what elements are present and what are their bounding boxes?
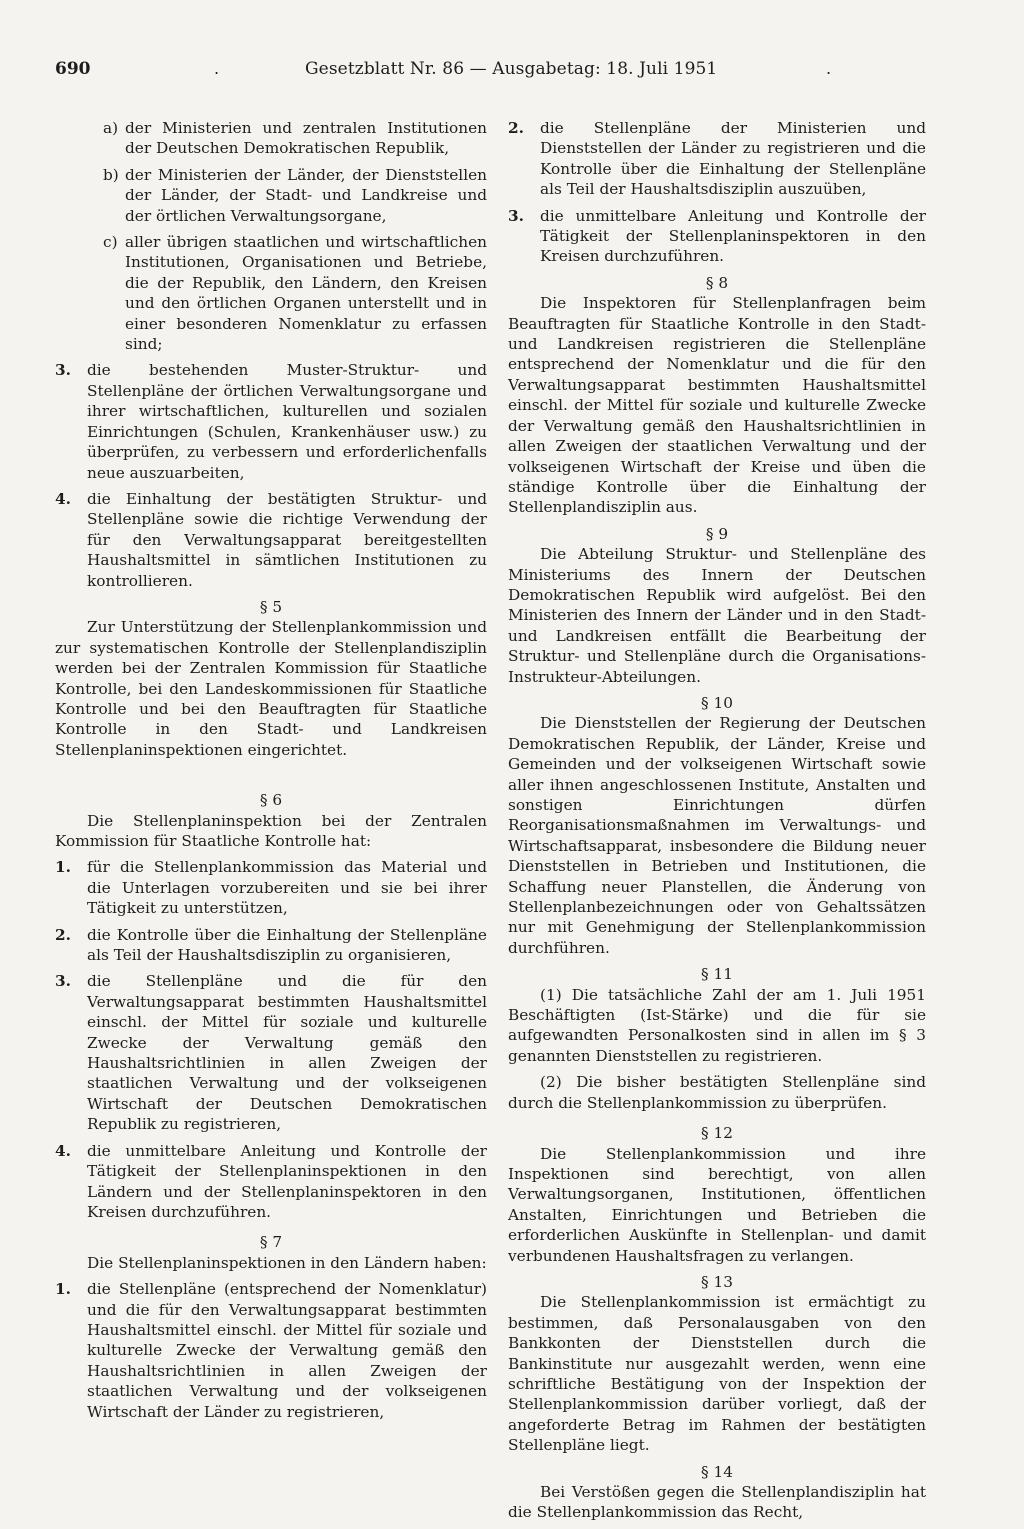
item-marker: 2.: [55, 925, 71, 944]
section-heading: § 11: [701, 965, 733, 984]
section-heading: § 14: [701, 1462, 733, 1481]
list-item: [55, 1279, 487, 1422]
section-heading: § 10: [701, 693, 733, 712]
item-marker: c): [103, 233, 118, 252]
item-marker: 1.: [55, 1280, 71, 1299]
item-text: die unmittelbare Anleitung und Kontrolle der Tätigkeit der Stellenplaninspektoren in den Kreisen durchzuführen.: [540, 206, 926, 266]
list-item: [508, 118, 926, 200]
list-item: [55, 232, 487, 354]
item-marker: 2.: [508, 119, 524, 137]
section-paragraph: (2) Die bisher bestätigten Stellenpläne sind durch die Stellenplankommission zu überprüfen.: [508, 1073, 926, 1112]
right-column: [508, 118, 926, 1529]
page-header: [0, 59, 1024, 85]
item-text: aller übrigen staatlichen und wirtschaftlichen Institutionen, Organisationen und Betriebe, die der Republik, den Ländern, den Kreisen und den örtlichen Organen unterstellt und in einer besonderen Nomenklatur zu erfassen sind;: [125, 233, 487, 354]
item-text: die Stellenpläne der Ministerien und Dienststellen der Länder zu registrieren und die Kontrolle über die Einhaltung der Stellenpläne als Teil der Haushaltsdisziplin auszuüben,: [540, 119, 926, 199]
list-item: [55, 118, 487, 159]
list-item: [55, 489, 487, 591]
list-item: [55, 971, 487, 1134]
item-text: der Ministerien der Länder, der Dienststellen der Länder, der Stadt- und Landkreise und der örtlichen Verwaltungsorgane,: [125, 165, 487, 225]
section-heading: § 9: [705, 524, 729, 543]
section-heading: § 13: [701, 1272, 733, 1291]
item-text: für die Stellenplankommission das Material und die Unterlagen vorzubereiten und sie bei ihrer Tätigkeit zu unterstützen,: [87, 858, 487, 918]
item-text: die Stellenpläne und die für den Verwaltungsapparat bestimmten Haushaltsmittel einschl. der Mittel für soziale und kulturelle Zwecke der Verwaltung gemäß den Haushaltsrichtlinien in allen Zweigen der staatlichen Verwaltung und der volkseigenen Wirtschaft der Deutschen Demokratischen Republik zu registrieren,: [87, 972, 487, 1134]
section-heading: § 12: [701, 1124, 733, 1143]
section-paragraph: (1) Die tatsächliche Zahl der am 1. Juli 1951 Beschäftigten (Ist-Stärke) und die für sie aufgewandten Personalkosten sind in allen im § 3 genannten Dienststellen zu registrieren.: [508, 985, 926, 1065]
list-item: [55, 1141, 487, 1223]
item-marker: 1.: [55, 858, 71, 877]
section-paragraph: Die Abteilung Struktur- und Stellenpläne des Ministeriums des Innern der Deutschen Demokratischen Republik wird aufgelöst. Bei den Ministerien des Innern der Länder und in den Stadt- und Landkreisen entfällt die Bearbeitung der Struktur- und Stellenpläne durch die Organisations-Instrukteur-Abteilungen.: [508, 545, 926, 686]
list-item: [508, 206, 926, 267]
item-marker: 4.: [55, 489, 71, 508]
left-column: [55, 118, 487, 1428]
item-marker: 3.: [508, 206, 524, 225]
item-text: die Stellenpläne (entsprechend der Nomenklatur) und die für den Verwaltungsapparat bestimmten Haushaltsmittel einschl. der Mittel für soziale und kulturelle Zwecke der Verwaltung gemäß den Haushaltsrichtlinien in allen Zweigen der staatlichen Verwaltung und der volkseigenen Wirtschaft der Länder zu registrieren,: [87, 1280, 487, 1421]
item-text: der Ministerien und zentralen Institutionen der Deutschen Demokratischen Republik,: [125, 119, 487, 158]
section-paragraph: Die Stellenplankommission und ihre Inspektionen sind berechtigt, von allen Verwaltungsorganen, Institutionen, öffentlichen Anstalten, Einrichtungen und Betrieben die erforderlichen Auskünfte in Stellenplan- und damit verbundenen Haushaltsfragen zu verlangen.: [508, 1144, 926, 1265]
item-text: die Einhaltung der bestätigten Struktur- und Stellenpläne sowie die richtige Verwendung der für den Verwaltungsapparat bereitgestellten Haushaltsmittel in sämtlichen Institutionen zu kontrollieren.: [87, 489, 487, 590]
item-marker: 3.: [55, 972, 71, 991]
section-paragraph: Die Inspektoren für Stellenplanfragen beim Beauftragten für Staatliche Kontrolle in den Stadt- und Landkreisen registrieren die Stellenpläne entsprechend der Nomenklatur und die für den Verwaltungsapparat bestimmten Haushaltsmittel einschl. der Mittel für soziale und kulturelle Zwecke der Verwaltung gemäß den Haushaltsrichtlinien in allen Zweigen der staatlichen Verwaltung und der volkseigenen Wirtschaft der Kreise und üben die ständige Kontrolle über die Einhaltung der Stellenplandisziplin aus.: [508, 294, 926, 517]
section-paragraph: Zur Unterstützung der Stellenplankommission und zur systematischen Kontrolle der Stellenplandisziplin werden bei der Zentralen Kommission für Staatliche Kontrolle, bei den Landeskommissionen für Staatliche Kontrolle und bei den Beauftragten für Staatliche Kontrolle in den Stadt- und Landkreisen Stellenplaninspektionen eingerichtet.: [55, 618, 487, 759]
header-dot: .: [214, 59, 220, 78]
header-dot: .: [826, 59, 832, 78]
item-marker: a): [103, 119, 119, 137]
section-heading: § 6: [259, 791, 283, 810]
section-heading: § 7: [259, 1233, 283, 1252]
section-paragraph: Die Stellenplankommission ist ermächtigt zu bestimmen, daß Personalausgaben von den Bankkonten der Dienststellen durch die Bankinstitute nur ausgezahlt werden, wenn eine schriftliche Bestätigung von der Inspektion der Stellenplankommission darüber vorliegt, daß der angeforderte Betrag im Rahmen der bestätigten Stellenpläne liegt.: [508, 1293, 926, 1455]
section-paragraph: Die Stellenplaninspektion bei der Zentralen Kommission für Staatliche Kontrolle hat:: [55, 811, 487, 850]
section-paragraph: Bei Verstößen gegen die Stellenplandisziplin hat die Stellenplankommission das Recht,: [508, 1483, 926, 1522]
item-text: die bestehenden Muster-Struktur- und Stellenpläne der örtlichen Verwaltungsorgane und ihrer wirtschaftlichen, kulturellen und sozialen Einrichtungen (Schulen, Krankenhäuser usw.) zu überprüfen, zu verbessern und erforderlichenfalls neue auszuarbeiten,: [87, 361, 487, 482]
page-number: 690: [55, 59, 91, 79]
list-item: [55, 360, 487, 482]
item-marker: 4.: [55, 1141, 71, 1160]
running-title: Gesetzblatt Nr. 86 — Ausgabetag: 18. Juli 1951: [305, 59, 718, 79]
section-paragraph: Die Stellenplaninspektionen in den Ländern haben:: [87, 1253, 487, 1272]
item-marker: b): [103, 165, 119, 184]
item-text: die Kontrolle über die Einhaltung der Stellenpläne als Teil der Haushaltsdisziplin zu organisieren,: [87, 925, 487, 965]
item-text: die unmittelbare Anleitung und Kontrolle der Tätigkeit der Stellenplaninspektionen in den Ländern und der Stellenplaninspektoren in den Kreisen durchzuführen.: [87, 1141, 487, 1221]
section-heading: § 8: [705, 273, 729, 292]
item-marker: 3.: [55, 361, 71, 380]
section-heading: § 5: [259, 597, 283, 616]
list-item: [55, 857, 487, 918]
section-paragraph: Die Dienststellen der Regierung der Deutschen Demokratischen Republik, der Länder, Kreise und Gemeinden und der volkseigenen Wirtschaft sowie aller ihnen angeschlossenen Institute, Anstalten und sonstigen Einrichtungen dürfen Reorganisationsmaßnahmen im Verwaltungs- und Wirtschaftsapparat, insbesondere die Bildung neuer Dienststellen in Betrieben und Institutionen, die Schaffung neuer Planstellen, die Änderung von Stellenplanbezeichnungen oder von Gehaltssätzen nur mit Genehmigung der Stellenplankommission durchführen.: [508, 714, 926, 957]
list-item: [55, 925, 487, 966]
list-item: [55, 165, 487, 226]
